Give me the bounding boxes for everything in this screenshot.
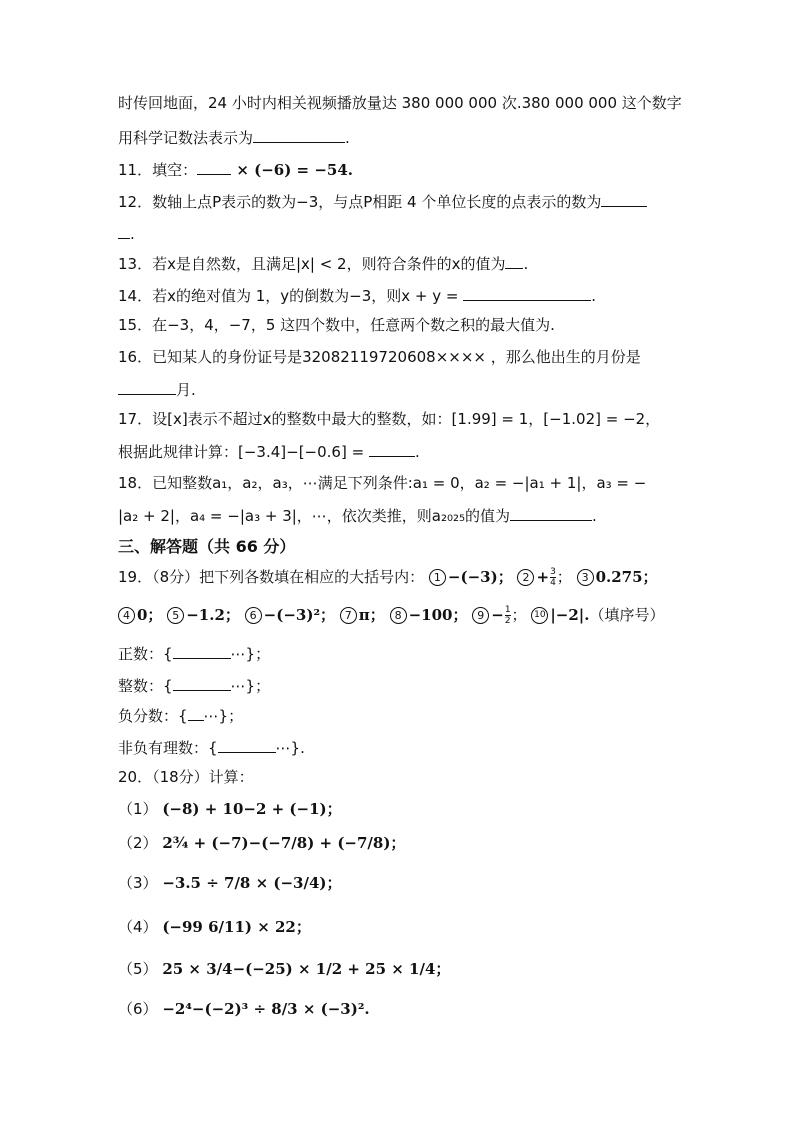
q16-line2: 月. [118, 378, 196, 402]
q10-line1: 时传回地面，24 小时内相关视频播放量达 380 000 000 次.380 000 000 这个数字 [118, 94, 682, 112]
q10-line2: 用科学记数法表示为 . [118, 126, 350, 150]
fraction-3-4: $\frac{3}{4}$ [550, 567, 556, 588]
q14: 14．若x的绝对值为 1，y的倒数为−3，则x + y = . [118, 284, 596, 308]
q13: 13．若x是自然数，且满足|x| < 2，则符合条件的x的值为 . [118, 252, 528, 276]
q17-line2: 根据此规律计算：[−3.4]−[−0.6] = . [118, 440, 420, 464]
answer-blank [173, 642, 231, 659]
fraction-1-2: $\frac{1}{2}$ [504, 605, 511, 626]
item-marker-7: 7 [340, 607, 357, 624]
q19-items: 4 0； 5 −1.2； 6 −(−3)²； 7 π； 8 −100； 9 − $\frac{1}{2}$ ； 10 |−2|.（填序号） [118, 604, 664, 628]
section-3-title: 三、解答题（共 66 分） [118, 537, 296, 556]
answer-blank [253, 126, 345, 143]
item-marker-10: 10 [531, 607, 548, 624]
q20-item-5: （5） 25 × 3/4−(−25) × 1/2 + 25 × 1/4； [118, 960, 451, 978]
item-marker-1: 1 [429, 569, 446, 586]
q20-item-4: （4） (−99 6/11) × 22； [118, 918, 311, 936]
q11: 11．填空： × (−6) = −54. [118, 158, 353, 182]
fill-negative-fraction: 负分数：{ ⋯}； [118, 704, 243, 728]
item-marker-6: 6 [245, 607, 262, 624]
answer-blank [369, 440, 415, 457]
q18-line1: 18．已知整数a₁，a₂，a₃，⋯满足下列条件:a₁ = 0，a₂ = −|a₁ + 1|，a₃ = − [118, 474, 647, 492]
item-marker-4: 4 [118, 607, 135, 624]
q17-line1: 17．设[x]表示不超过x的整数中最大的整数，如：[1.99] = 1，[−1.02] = −2， [118, 410, 661, 428]
answer-blank [463, 284, 591, 301]
q19-intro: 19．（8分）把下列各数填在相应的大括号内： 1 −(−3)； 2 + $\frac{3}{4}$ ； 3 0.275； [118, 567, 658, 588]
answer-blank [118, 222, 130, 239]
answer-blank [505, 252, 523, 269]
answer-blank [188, 704, 204, 721]
item-marker-3: 3 [577, 569, 594, 586]
q12-line1: 12．数轴上点P表示的数为−3，与点P相距 4 个单位长度的点表示的数为 [118, 190, 647, 214]
item-marker-9: 9 [472, 607, 489, 624]
q20-item-3: （3） −3.5 ÷ 7/8 × (−3/4)； [118, 874, 342, 892]
answer-blank [118, 378, 176, 395]
q15: 15．在−3，4，−7，5 这四个数中，任意两个数之积的最大值为. [118, 316, 555, 334]
answer-blank [218, 736, 276, 753]
answer-blank [601, 190, 647, 207]
q20-item-2: （2） 2¾ + (−7)−(−7/8) + (−7/8)； [118, 834, 406, 852]
fill-nonnegative-rational: 非负有理数：{ ⋯}. [118, 736, 305, 760]
fill-integer: 整数：{ ⋯}； [118, 674, 270, 698]
q12-line2: . [118, 222, 135, 246]
item-marker-8: 8 [390, 607, 407, 624]
item-marker-2: 2 [517, 569, 534, 586]
fill-positive: 正数：{ ⋯}； [118, 642, 270, 666]
answer-blank [510, 504, 592, 521]
answer-blank [173, 674, 231, 691]
item-marker-5: 5 [167, 607, 184, 624]
q20-item-1: （1） (−8) + 10−2 + (−1)； [118, 800, 342, 818]
q20-item-6: （6） −2⁴−(−2)³ ÷ 8/3 × (−3)². [118, 1000, 370, 1018]
answer-blank [197, 158, 231, 175]
q20-intro: 20．（18分）计算： [118, 768, 254, 786]
q16-line1: 16．已知某人的身份证号是32082119720608×××× ，那么他出生的月份是 [118, 348, 641, 366]
q18-line2: |a₂ + 2|，a₄ = −|a₃ + 3|，⋯，依次类推，则a₂₀₂₅的值为 . [118, 504, 597, 528]
